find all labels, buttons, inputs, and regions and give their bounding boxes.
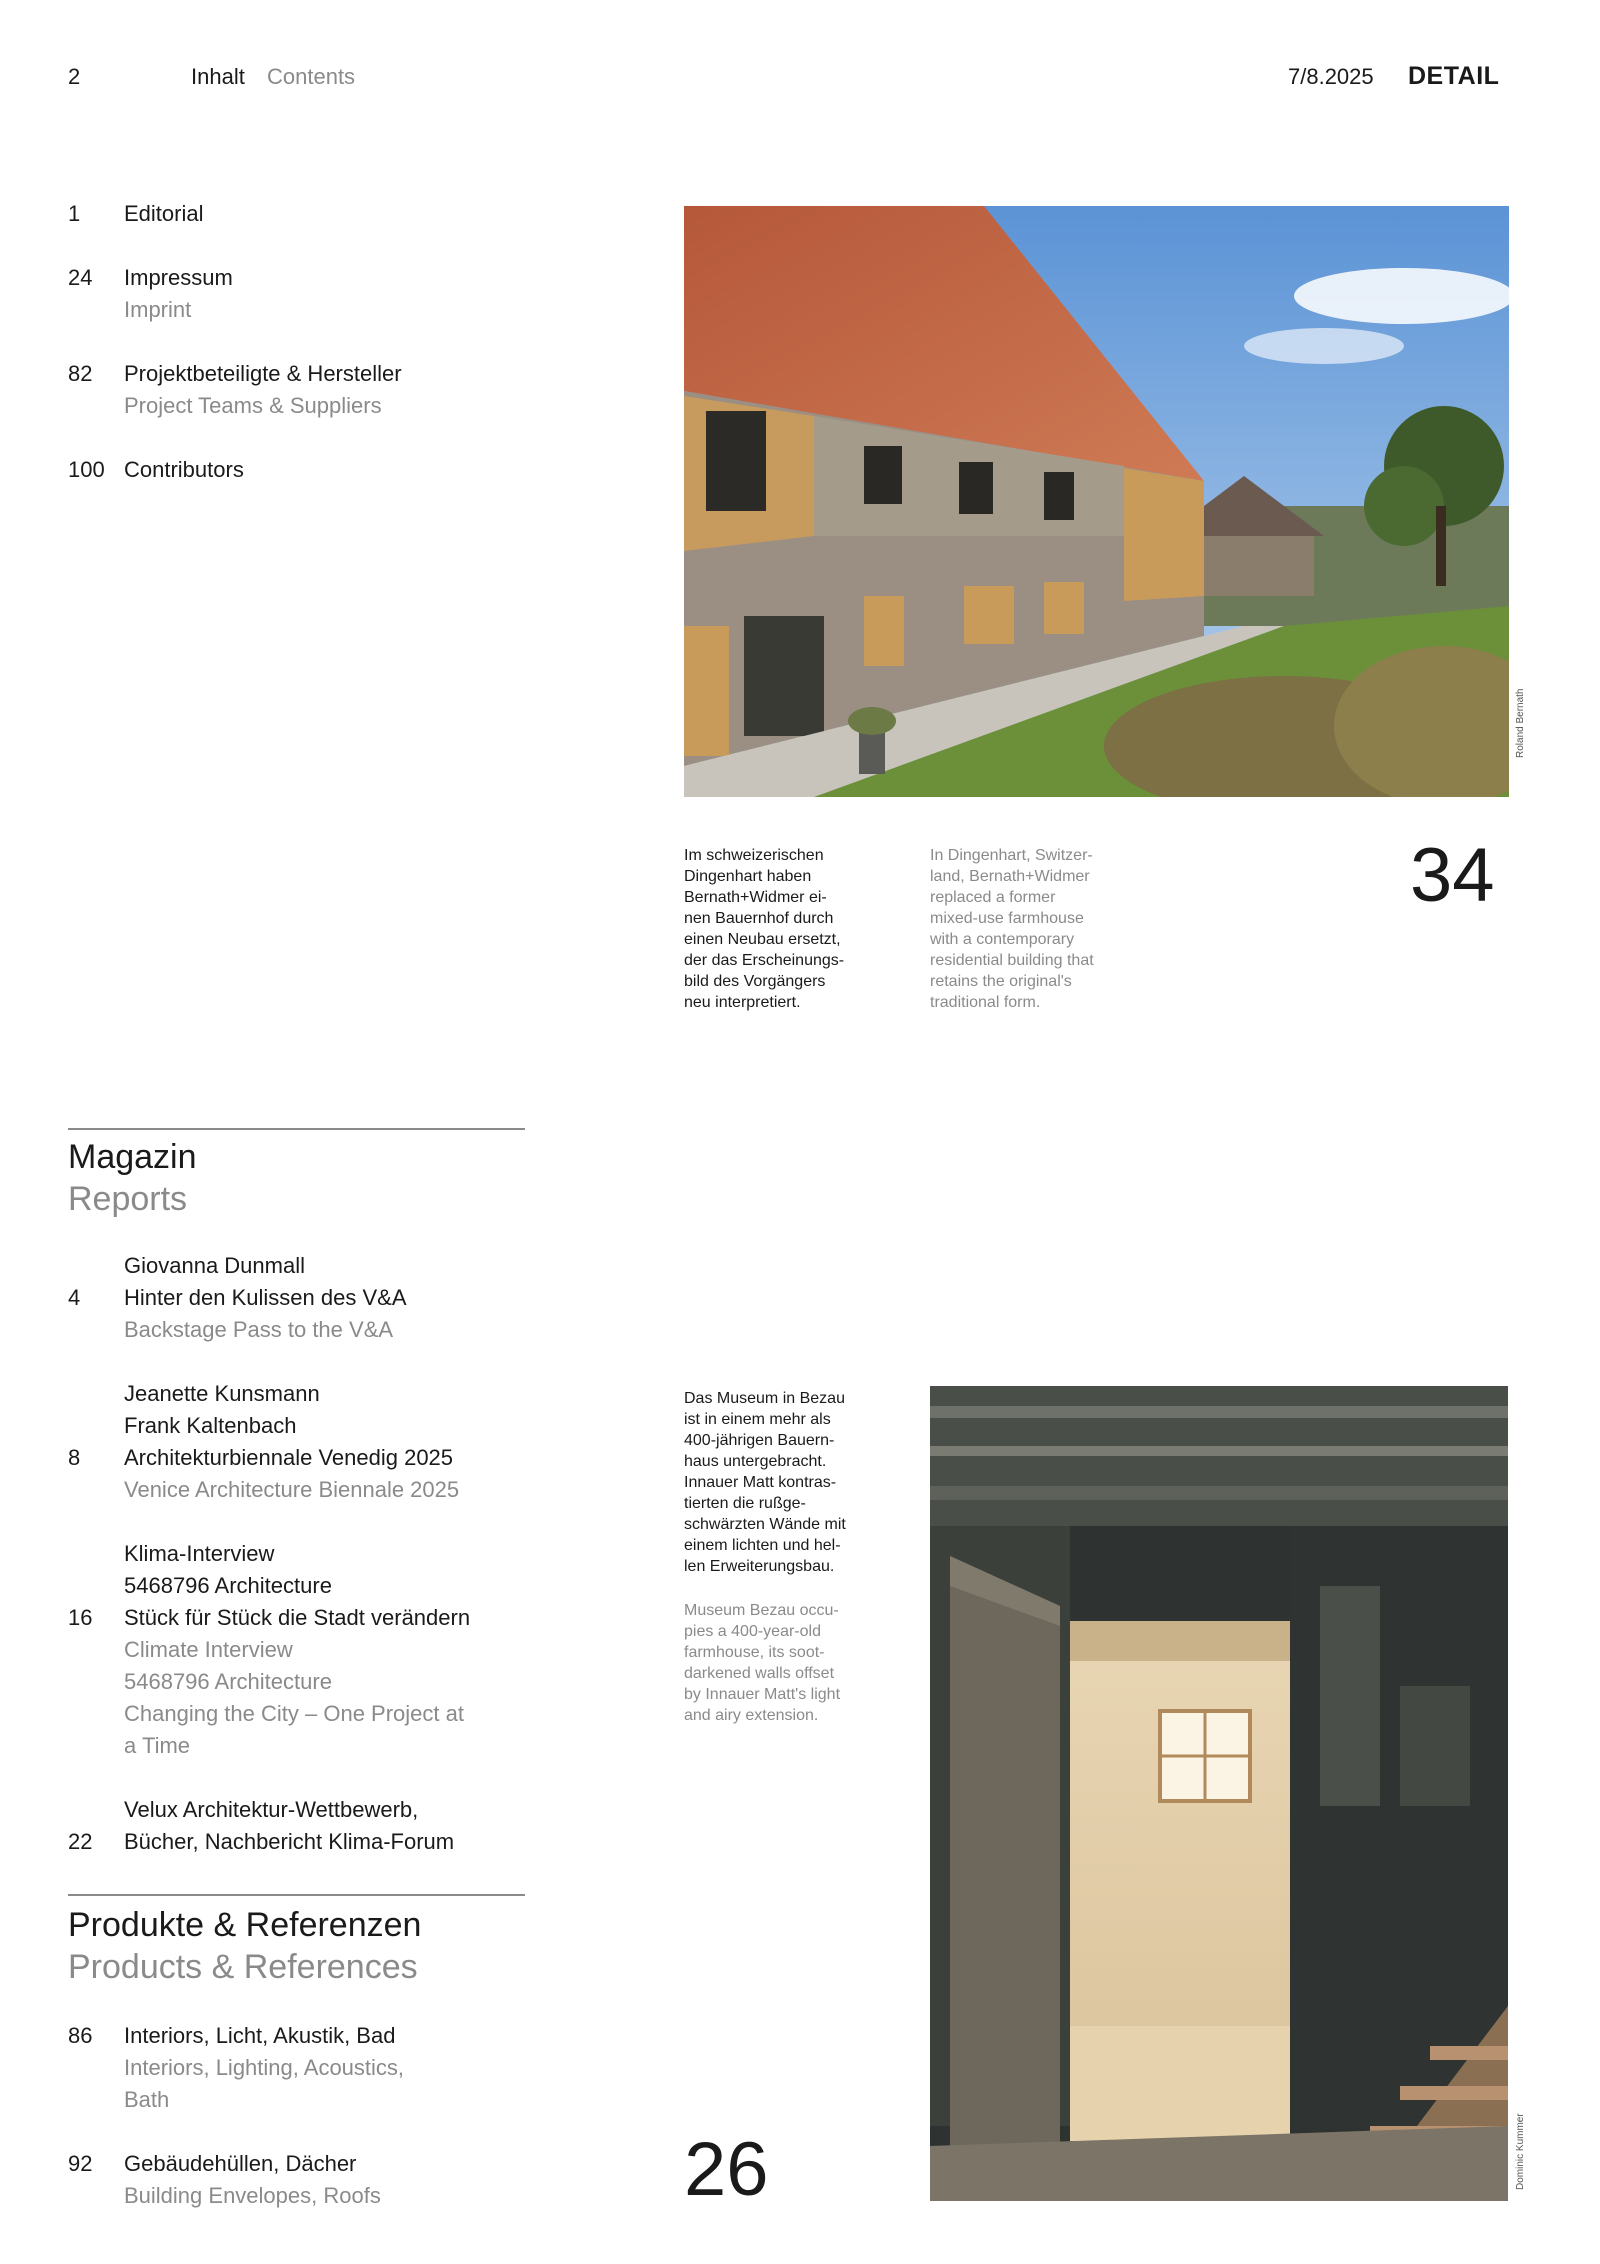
produkte-title: Produkte & Referenzen — [68, 1906, 422, 1944]
caption-line: 400-jährigen Bauern- — [684, 1432, 835, 1449]
caption-en — [930, 845, 1155, 1013]
caption-de — [684, 845, 904, 1013]
toc-title-en-line: 5468796 Architecture — [124, 1669, 332, 1694]
toc-title-line: Gebäudehüllen, Dächer — [124, 2151, 357, 2176]
toc-title-en-line: Backstage Pass to the V&A — [124, 1317, 394, 1342]
section-divider — [68, 1128, 525, 1130]
caption-line: Im schweizerischen — [684, 847, 824, 864]
toc-title-en-line: Venice Architecture Biennale 2025 — [124, 1477, 460, 1502]
toc-page-number: 82 — [68, 361, 93, 386]
toc-title-line: Klima-Interview — [124, 1541, 275, 1566]
toc-page-number: 16 — [68, 1605, 93, 1630]
toc-title-line: Jeanette Kunsmann — [124, 1381, 320, 1406]
toc-title-line: Interiors, Licht, Akustik, Bad — [124, 2023, 396, 2048]
toc-page-number: 4 — [68, 1285, 81, 1310]
toc-page-number: 100 — [68, 457, 105, 482]
produkte-title-en: Products & References — [68, 1948, 418, 1986]
toc-title-line: 5468796 Architecture — [124, 1573, 332, 1598]
caption-line: retains the original's — [930, 973, 1072, 990]
toc-title-line: Hinter den Kulissen des V&A — [124, 1285, 407, 1310]
caption-line: bild des Vorgängers — [684, 973, 826, 990]
caption-line: with a contemporary — [930, 931, 1075, 948]
caption-line: ist in einem mehr als — [684, 1411, 831, 1428]
toc-title-en-line: Interiors, Lighting, Acoustics, — [124, 2055, 405, 2080]
caption-line: pies a 400-year-old — [684, 1623, 821, 1640]
caption-line: darkened walls offset — [684, 1665, 835, 1682]
toc-page-number: 24 — [68, 265, 93, 290]
toc-page-number: 8 — [68, 1445, 81, 1470]
toc-title-line: Bücher, Nachbericht Klima-Forum — [124, 1829, 455, 1854]
toc-title-line: Giovanna Dunmall — [124, 1253, 305, 1278]
caption-line: schwärzten Wände mit — [684, 1516, 846, 1533]
caption-line: einem lichten und hel- — [684, 1537, 841, 1554]
caption-line: Das Museum in Bezau — [684, 1390, 845, 1407]
toc-title-en-line: Imprint — [124, 297, 192, 322]
caption-line: nen Bauernhof durch — [684, 910, 834, 927]
photo-credit: Roland Bernath — [1515, 688, 1526, 758]
toc-title-line: Impressum — [124, 265, 233, 290]
section-title-en: Contents — [267, 64, 356, 89]
toc-title-line: Frank Kaltenbach — [124, 1413, 297, 1438]
toc-title-en-line: Building Envelopes, Roofs — [124, 2183, 381, 2208]
caption-line: Bernath+Widmer ei- — [684, 889, 827, 906]
caption-line: traditional form. — [930, 994, 1041, 1011]
toc-title-en-line: Project Teams & Suppliers — [124, 393, 382, 418]
photo-credit: Dominic Kummer — [1515, 2113, 1526, 2190]
toc-title-en-line: Climate Interview — [124, 1637, 293, 1662]
caption-line: Dingenhart haben — [684, 868, 812, 885]
farmhouse-photo[interactable] — [684, 206, 1509, 797]
caption-line: der das Erscheinungs- — [684, 952, 845, 969]
toc-title-line: Editorial — [124, 201, 204, 226]
caption-line: farmhouse, its soot- — [684, 1644, 825, 1661]
toc-title-line: Velux Architektur-Wettbewerb, — [124, 1797, 419, 1822]
issue-date: 7/8.2025 — [1288, 64, 1374, 89]
magazine-logo: DETAIL — [1408, 62, 1500, 90]
caption-line: replaced a former — [930, 889, 1056, 906]
caption-line: einen Neubau ersetzt, — [684, 931, 841, 948]
caption-line: len Erweiterungsbau. — [684, 1558, 835, 1575]
toc-title-en-line: Bath — [124, 2087, 170, 2112]
caption-line: neu interpretiert. — [684, 994, 801, 1011]
toc-title-en-line: a Time — [124, 1733, 191, 1758]
toc-title-line: Architekturbiennale Venedig 2025 — [124, 1445, 454, 1470]
magazin-title-en: Reports — [68, 1180, 188, 1218]
toc-page-number: 22 — [68, 1829, 93, 1854]
caption-line: tierten die rußge- — [684, 1495, 806, 1512]
feature-page-number[interactable]: 34 — [1410, 833, 1495, 918]
page-number: 2 — [68, 64, 81, 89]
caption-line: Innauer Matt kontras- — [684, 1474, 837, 1491]
caption-line: Museum Bezau occu- — [684, 1602, 839, 1619]
caption-line: land, Bernath+Widmer — [930, 868, 1090, 885]
caption-line: and airy extension. — [684, 1707, 819, 1724]
section-title: Inhalt — [191, 64, 245, 89]
caption-line: In Dingenhart, Switzer- — [930, 847, 1093, 864]
section-divider — [68, 1894, 525, 1896]
magazin-title: Magazin — [68, 1138, 197, 1176]
caption-line: mixed-use farmhouse — [930, 910, 1084, 927]
toc-title-line: Projektbeteiligte & Hersteller — [124, 361, 402, 386]
caption-en — [684, 1600, 904, 1726]
toc-page-number: 86 — [68, 2023, 93, 2048]
toc-title-line: Stück für Stück die Stadt verändern — [124, 1605, 471, 1630]
toc-page-number: 1 — [68, 201, 81, 226]
caption-de — [684, 1388, 904, 1577]
toc-title-line: Contributors — [124, 457, 244, 482]
caption-line: residential building that — [930, 952, 1094, 969]
toc-page-number: 92 — [68, 2151, 93, 2176]
caption-line: by Innauer Matt's light — [684, 1686, 841, 1703]
toc-title-en-line: Changing the City – One Project at — [124, 1701, 464, 1726]
feature-page-number[interactable]: 26 — [684, 2127, 769, 2212]
caption-line: haus untergebracht. — [684, 1453, 827, 1470]
museum-interior-photo[interactable] — [930, 1386, 1508, 2201]
